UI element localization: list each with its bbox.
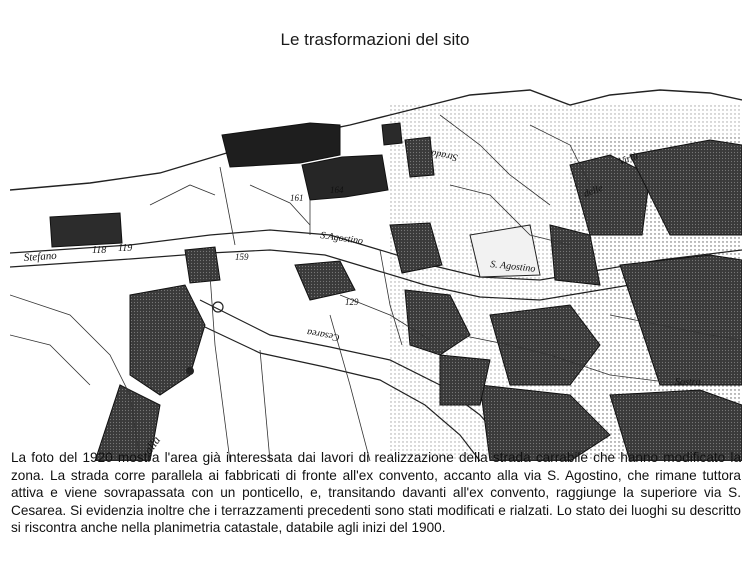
label-118: 118 — [92, 245, 107, 256]
page-title: Le trasformazioni del sito — [280, 30, 470, 49]
label-161: 161 — [290, 193, 304, 203]
label-sostra: Sostra — [675, 377, 701, 388]
cadastral-map — [10, 85, 742, 461]
caption-text: La foto del 1920 mostra l'area già interessata dai lavori di realizzazione della strada carrabile che hanno modificato la zona. La strada corre parallela ai fabbricati di fronte all'ex convento, accanto alla via S. Agostino, che rimane tuttora attiva e viene sovrapassata con un ponticello, e, transitando davanti all'ex convento, raggiunge la superiore via S. Cesarea. Si evidenzia inoltre che i terrazzamenti precedenti sono stati modificati e rialzati. Lo stato dei luoghi su descritto si riscontra anche nella planimetria catastale, databile agli inizi del 1900. — [11, 450, 741, 536]
label-129: 129 — [345, 297, 359, 307]
label-strada: Strada — [430, 147, 459, 163]
label-cesarea: Cesarea — [306, 326, 341, 343]
label-alla: alla — [140, 433, 164, 457]
label-virtu: Virtù — [617, 150, 640, 168]
label-119: 119 — [118, 243, 133, 254]
label-stefano: Stefano — [23, 249, 58, 264]
label-s-agostino: S.Agostino — [319, 230, 364, 247]
label-delle: delle — [582, 182, 605, 200]
label-164: 164 — [330, 185, 344, 195]
label-159: 159 — [235, 252, 249, 262]
label-s-agostino-2: S. Agostino — [489, 259, 536, 275]
